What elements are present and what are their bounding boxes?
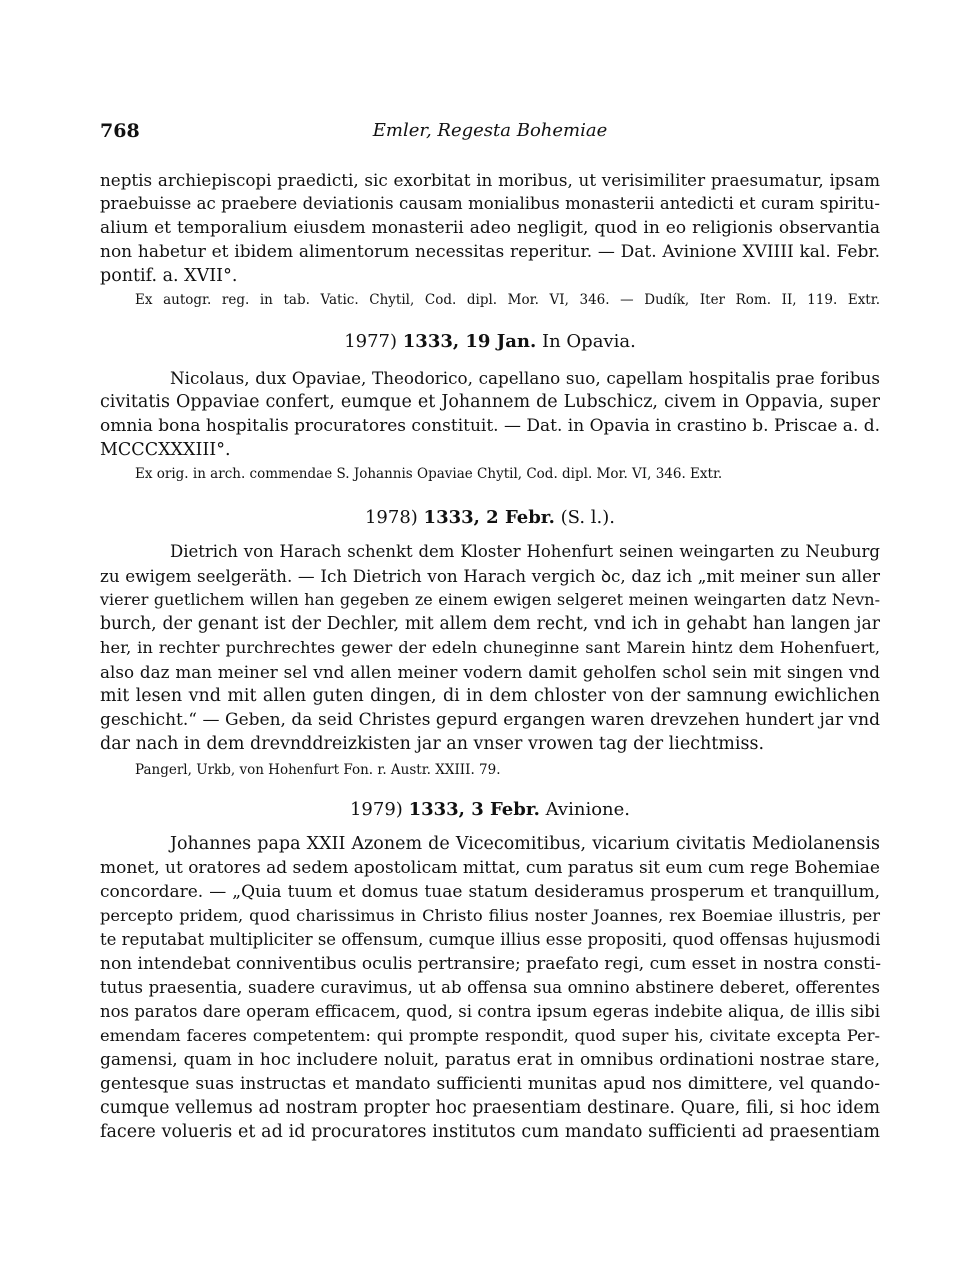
entry-number: 1978) [364, 507, 418, 528]
text-line: tutus praesentia, suadere curavimus, ut ab offensa sua omnino abstinere deberet, offerentes [100, 978, 880, 997]
text-line: Nicolaus, dux Opaviae, Theodorico, capellano suo, capellam hospitalis prae foribus [170, 368, 880, 388]
entry-place: (S. l.). [560, 507, 616, 528]
text-line: burch, der genant ist der Dechler, mit allem dem recht, vnd ich in gehabt han langen jar [100, 614, 880, 634]
entry-date: 1333, 2 Febr. [423, 507, 555, 528]
text-line: emendam faceres competentem: qui prompte respondit, quod super his, civitate excepta Per- [100, 1026, 880, 1045]
source-citation: Ex orig. in arch. commendae S. Johannis Opaviae Chytil, Cod. dipl. Mor. VI, 346. Extr. [135, 466, 723, 482]
entry-date: 1333, 19 Jan. [402, 331, 537, 352]
text-line: dar nach in dem drevnddreizkisten jar an vnser vrowen tag der liechtmiss. [100, 734, 765, 754]
text-line: monet, ut oratores ad sedem apostolicam mittat, cum paratus sit eum cum rege Bohemiae [100, 858, 880, 878]
text-line: vierer guetlichem willen han gegeben ze einem ewigen selgeret meinen weingarten datz Nevn- [100, 590, 880, 609]
text-line: praebuisse ac praebere deviationis causam monialibus monasterii antedicti et curam spiritu- [100, 194, 880, 213]
text-line: gentesque suas instructas et mandato sufficienti munitas apud nos dimittere, vel quando- [100, 1074, 880, 1094]
text-line: facere volueris et ad id procuratores institutos cum mandato sufficienti ad praesentiam [100, 1122, 880, 1142]
entry-heading [100, 330, 880, 354]
text-line: her, in rechter purchrechtes gewer der edeln chuneginne sant Marein hintz dem Hohenfuert, [100, 638, 880, 657]
text-line: zu ewigem seelgeräth. — Ich Dietrich von Harach vergich ꝺc, daz ich „mit meiner sun aller [100, 566, 880, 586]
text-line: Johannes papa XXII Azonem de Vicecomitibus, vicarium civitatis Mediolanensis [170, 834, 880, 854]
text-line: pontif. a. XVII°. [100, 266, 238, 286]
text-line: Dietrich von Harach schenkt dem Kloster Hohenfurt seinen weingarten zu Neuburg [170, 542, 880, 561]
entry-number: 1977) [344, 331, 398, 352]
text-line: concordare. — „Quia tuum et domus tuae statum desideramus prosperum et tranquillum, [100, 882, 880, 902]
page-number: 768 [100, 120, 140, 142]
source-citation: Ex autogr. reg. in tab. Vatic. Chytil, Cod. dipl. Mor. VI, 346. — Dudík, Iter Rom. II, 119. Extr. [135, 292, 880, 308]
source-citation: Pangerl, Urkb, von Hohenfurt Fon. r. Austr. XXIII. 79. [135, 762, 501, 778]
entry-date: 1333, 3 Febr. [408, 799, 540, 820]
text-line: MCCCXXXIII°. [100, 440, 231, 460]
text-line: neptis archiepiscopi praedicti, sic exorbitat in moribus, ut verisimiliter praesumatur, ipsam [100, 170, 880, 190]
text-line: omnia bona hospitalis procuratores constituit. — Dat. in Opavia in crastino b. Priscae a. d. [100, 416, 881, 436]
entry-place: Avinione. [545, 799, 631, 820]
text-line: te reputabat multipliciter se offensum, cumque illius esse propositi, quod offensas hujusmodi [100, 930, 881, 949]
text-line: civitatis Oppaviae confert, eumque et Johannem de Lubschicz, civem in Oppavia, super [100, 392, 880, 412]
text-line: alium et temporalium eiusdem monasterii adeo negligit, quod in eo religionis observantia [100, 218, 880, 238]
text-line: percepto pridem, quod charissimus in Christo filius noster Joannes, rex Boemiae illustris, per [100, 906, 880, 925]
text-line: nos paratos dare operam efficacem, quod, si contra ipsum egeras indebite aliqua, de illis sibi [100, 1002, 880, 1021]
text-line: geschicht.“ — Geben, da seid Christes gepurd ergangen waren drevzehen hundert jar vnd [100, 710, 880, 730]
entry-heading [100, 506, 880, 530]
text-line: gamensi, quam in hoc includere noluit, paratus erat in omnibus ordinationi nostrae stare, [100, 1050, 880, 1070]
entry-heading [100, 798, 880, 822]
running-title: Emler, Regesta Bohemiae [372, 120, 608, 141]
entry-place: In Opavia. [541, 331, 636, 352]
entry-number: 1979) [349, 799, 403, 820]
text-line: non habetur et ibidem alimentorum necessitas reperitur. — Dat. Avinione XVIIII kal. Febr. [100, 242, 880, 262]
text-line: also daz man meiner sel vnd allen meiner vodern damit geholfen schol sein mit singen vnd [100, 662, 880, 682]
page-header [100, 120, 880, 144]
text-line: cumque vellemus ad nostram propter hoc praesentiam destinare. Quare, fili, si hoc idem [100, 1098, 880, 1118]
text-line: mit lesen vnd mit allen guten dingen, di in dem chloster von der samnung ewichlichen [100, 686, 880, 706]
text-line: non intendebat conniventibus oculis pertransire; praefato regi, cum esset in nostra consti- [100, 954, 882, 974]
